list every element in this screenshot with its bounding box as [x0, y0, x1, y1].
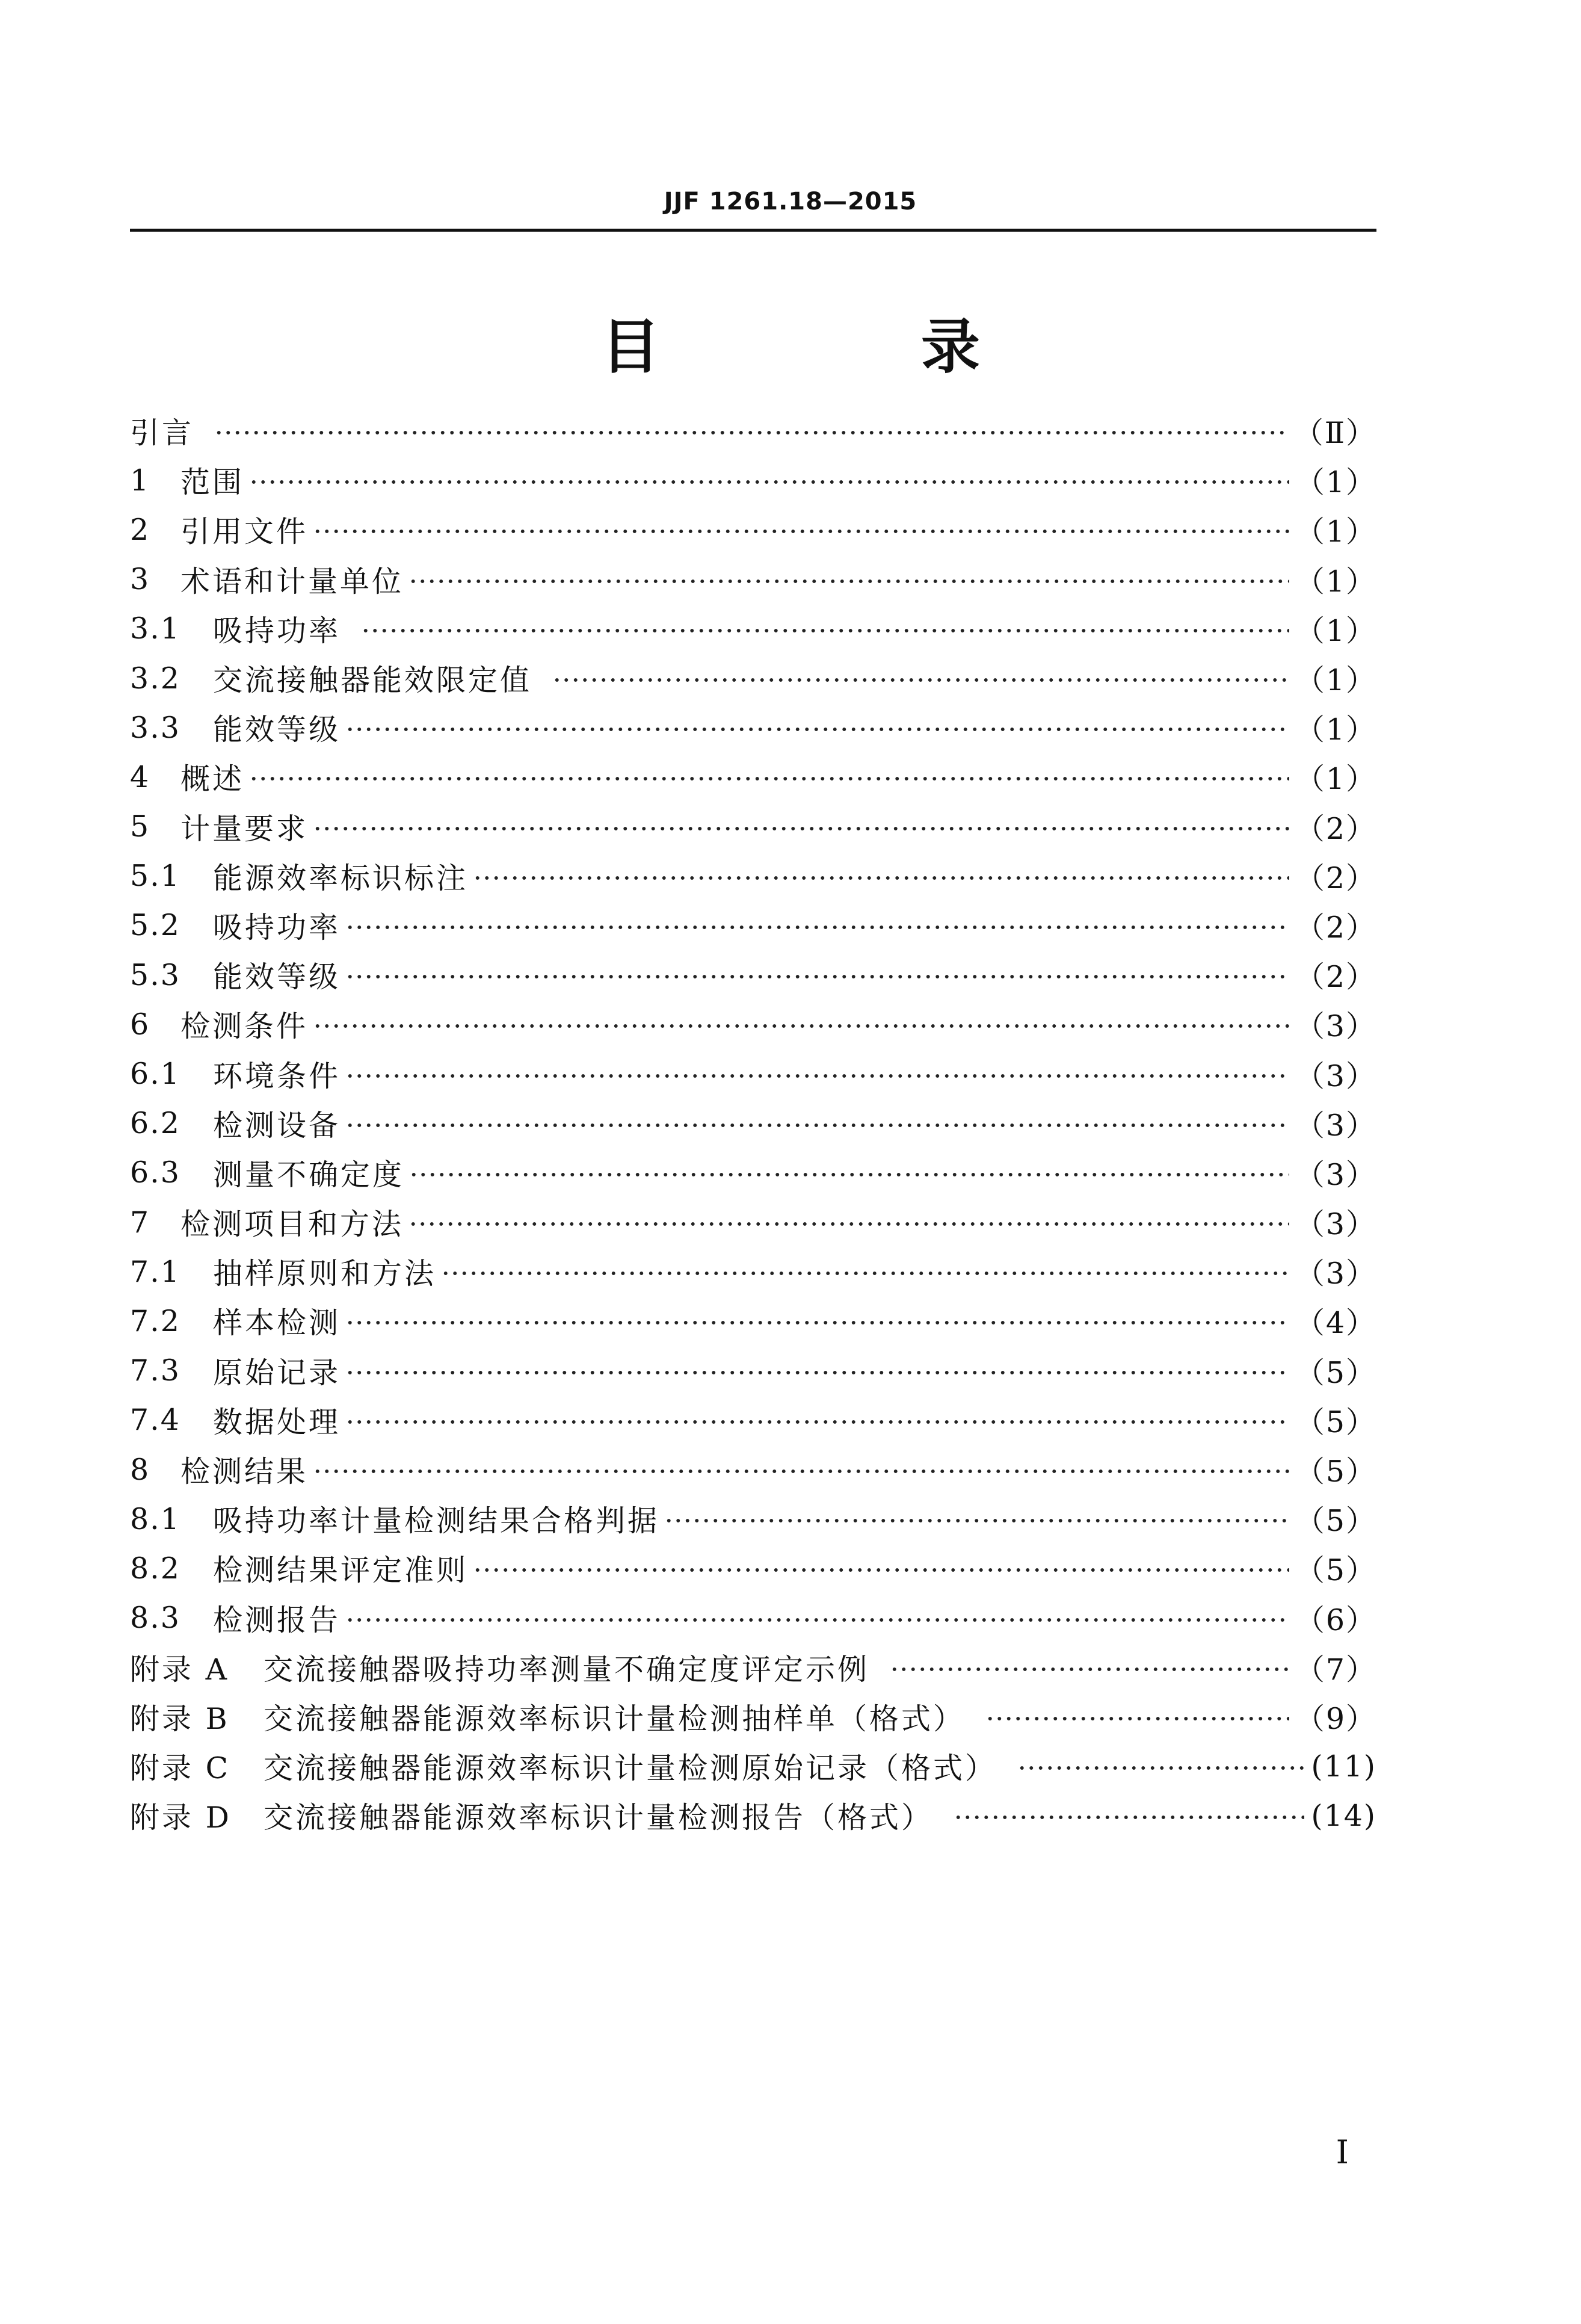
toc-entry-label: 环境条件	[213, 1058, 341, 1093]
dot-leader	[313, 1022, 1289, 1030]
toc-entry-page: （5）	[1295, 1405, 1376, 1439]
toc-entry-label: 检测条件	[180, 1009, 309, 1044]
toc-entry-page: （5）	[1295, 1504, 1376, 1539]
dot-leader	[345, 972, 1289, 981]
toc-entry-number: 3.1	[130, 611, 180, 646]
toc-entry-number: 1	[130, 463, 150, 498]
toc-entry-label: 计量要求	[180, 811, 309, 846]
toc-entry-page: （3）	[1295, 1058, 1376, 1093]
toc-entry[interactable]	[130, 1148, 1376, 1198]
toc-entry[interactable]	[130, 456, 1376, 505]
dot-leader	[664, 1516, 1289, 1525]
toc-entry[interactable]	[130, 505, 1376, 554]
toc-entry-number: 3.2	[130, 661, 180, 696]
toc-entry-page: （9）	[1295, 1701, 1376, 1736]
toc-entry-number: 7.4	[130, 1403, 180, 1438]
toc-entry-label: 概述	[180, 762, 245, 797]
toc-entry-label: 术语和计量单位	[180, 564, 404, 599]
toc-entry[interactable]	[130, 1741, 1376, 1791]
dot-leader	[345, 1318, 1289, 1327]
toc-entry[interactable]	[130, 1593, 1376, 1643]
toc-entry[interactable]	[130, 802, 1376, 851]
dot-leader	[313, 824, 1289, 833]
toc-entry-page: （1）	[1295, 762, 1376, 797]
toc-entry-page: （4）	[1295, 1306, 1376, 1341]
dot-leader	[361, 626, 1289, 635]
toc-entry-label: 引言	[130, 416, 194, 451]
dot-leader	[313, 527, 1289, 536]
toc-entry-page: (14)	[1311, 1798, 1376, 1833]
standard-code-header: JJF 1261.18—2015	[664, 188, 917, 215]
toc-entry-page: （3）	[1295, 1009, 1376, 1044]
toc-entry-label: 吸持功率计量检测结果合格判据	[213, 1504, 660, 1539]
toc-entry-number: 3	[130, 562, 150, 597]
toc-entry-number: 附录 C	[130, 1751, 231, 1786]
toc-entry[interactable]	[130, 1494, 1376, 1544]
toc-entry[interactable]	[130, 555, 1376, 604]
toc-entry-label: 样本检测	[213, 1306, 341, 1341]
toc-entry-label: 交流接触器能源效率标识计量检测原始记录（格式）	[264, 1751, 997, 1786]
dot-leader	[345, 1368, 1289, 1377]
toc-entry-page: （Ⅱ）	[1293, 416, 1376, 451]
toc-entry-label: 交流接触器吸持功率测量不确定度评定示例	[264, 1652, 870, 1687]
toc-entry-label: 交流接触器能源效率标识计量检测抽样单（格式）	[264, 1701, 966, 1736]
toc-entry-page: （3）	[1295, 1207, 1376, 1242]
toc-entry[interactable]	[130, 654, 1376, 703]
toc-entry[interactable]	[130, 1692, 1376, 1741]
toc-entry-number: 7.3	[130, 1353, 180, 1388]
toc-entry-page: （1）	[1295, 712, 1376, 747]
toc-entry[interactable]	[130, 752, 1376, 802]
dot-leader	[985, 1714, 1289, 1723]
dot-leader	[890, 1665, 1289, 1673]
toc-entry-page: （5）	[1295, 1553, 1376, 1588]
toc-entry-label: 测量不确定度	[213, 1157, 405, 1192]
toc-entry-number: 3.3	[130, 710, 180, 745]
toc-entry-number: 附录 D	[130, 1800, 232, 1835]
toc-entry[interactable]	[130, 1643, 1376, 1692]
toc-entry-number: 8.3	[130, 1601, 180, 1636]
toc-entry-page: （1）	[1295, 465, 1376, 500]
toc-entry-page: （2）	[1295, 960, 1376, 995]
page-number: I	[1336, 2133, 1349, 2171]
toc-entry-page: （1）	[1295, 515, 1376, 549]
toc-entry-number: 附录 A	[130, 1652, 229, 1687]
toc-entry-label: 数据处理	[213, 1405, 341, 1439]
toc-entry-number: 8	[130, 1452, 150, 1487]
toc-entry[interactable]	[130, 1445, 1376, 1494]
dot-leader	[249, 478, 1289, 486]
page-title: 目 录	[600, 313, 1081, 382]
toc-entry-number: 2	[130, 512, 150, 547]
toc-entry-label: 检测设备	[213, 1108, 341, 1143]
dot-leader	[249, 774, 1289, 783]
toc-entry-number: 5.3	[130, 957, 180, 992]
toc-entry[interactable]	[130, 950, 1376, 1000]
toc-entry-page: （3）	[1295, 1157, 1376, 1192]
dot-leader	[345, 1072, 1289, 1080]
dot-leader	[1017, 1764, 1304, 1772]
dot-leader	[313, 1467, 1289, 1476]
dot-leader	[345, 1418, 1289, 1426]
toc-entry-number: 8.1	[130, 1501, 180, 1536]
toc-entry-page: （6）	[1295, 1602, 1376, 1637]
toc-entry-label: 吸持功率	[213, 613, 341, 648]
toc-entry[interactable]	[130, 703, 1376, 752]
toc-entry-label: 检测结果评定准则	[213, 1553, 469, 1588]
toc-entry-page: (11)	[1311, 1749, 1376, 1784]
toc-entry-number: 5.1	[130, 859, 180, 894]
dot-leader	[409, 1170, 1289, 1179]
toc-entry[interactable]	[130, 406, 1376, 456]
dot-leader	[345, 1616, 1289, 1624]
dot-leader	[408, 577, 1289, 586]
toc-entry[interactable]	[130, 1296, 1376, 1346]
toc-entry-number: 7.1	[130, 1254, 180, 1289]
toc-entry-label: 检测结果	[180, 1454, 309, 1489]
dot-leader	[473, 1566, 1289, 1574]
toc-entry-number: 5.2	[130, 908, 180, 943]
toc-entry-page: （7）	[1295, 1652, 1376, 1687]
toc-entry-label: 能效等级	[213, 712, 341, 747]
toc-entry-page: （5）	[1295, 1355, 1376, 1390]
toc-entry-label: 检测报告	[213, 1602, 341, 1637]
toc-entry-label: 范围	[180, 465, 245, 500]
toc-entry-number: 7.2	[130, 1303, 180, 1338]
dot-leader	[345, 923, 1289, 932]
toc-entry-number: 6.3	[130, 1155, 180, 1190]
dot-leader	[473, 874, 1289, 882]
toc-entry-page: （2）	[1295, 910, 1376, 945]
toc-entry-number: 4	[130, 759, 150, 794]
toc-entry[interactable]	[130, 1247, 1376, 1296]
toc-entry-label: 能源效率标识标注	[213, 861, 469, 895]
toc-entry-page: （1）	[1295, 663, 1376, 698]
dot-leader	[441, 1269, 1289, 1278]
toc-entry-number: 6.1	[130, 1057, 180, 1092]
toc-entry[interactable]	[130, 901, 1376, 950]
toc-entry-page: （2）	[1295, 861, 1376, 895]
toc-entry-number: 8.2	[130, 1551, 180, 1586]
toc-entry[interactable]	[130, 1544, 1376, 1593]
toc-entry[interactable]	[130, 851, 1376, 901]
toc-entry-page: （2）	[1295, 811, 1376, 846]
toc-entry[interactable]	[130, 1346, 1376, 1395]
toc-entry-number: 附录 B	[130, 1701, 230, 1736]
toc-entry-label: 原始记录	[213, 1355, 341, 1390]
dot-leader	[954, 1813, 1304, 1822]
toc-entry-number: 5	[130, 809, 150, 844]
toc-entry[interactable]	[130, 1395, 1376, 1445]
dot-leader	[345, 725, 1289, 734]
toc-entry-page: （3）	[1295, 1108, 1376, 1143]
toc-entry-label: 抽样原则和方法	[213, 1256, 437, 1291]
dot-leader	[345, 1121, 1289, 1130]
toc-entry[interactable]	[130, 1049, 1376, 1098]
toc-entry-label: 能效等级	[213, 960, 341, 995]
toc-entry-number: 7	[130, 1205, 150, 1240]
toc-entry[interactable]	[130, 604, 1376, 654]
toc-entry-page: （1）	[1295, 613, 1376, 648]
dot-leader	[214, 428, 1288, 437]
toc-entry-label: 交流接触器能源效率标识计量检测报告（格式）	[264, 1800, 934, 1835]
toc-entry[interactable]	[130, 1099, 1376, 1148]
toc-entry-label: 引用文件	[180, 515, 309, 549]
header-rule	[130, 229, 1376, 232]
toc-entry[interactable]	[130, 1000, 1376, 1049]
toc-entry-number: 6.2	[130, 1106, 180, 1141]
dot-leader	[408, 1220, 1289, 1228]
toc-entry-label: 交流接触器能效限定值	[213, 663, 532, 698]
toc-entry[interactable]	[130, 1791, 1376, 1840]
toc-entry-page: （1）	[1295, 564, 1376, 599]
dot-leader	[552, 676, 1289, 684]
toc-entry[interactable]	[130, 1198, 1376, 1247]
toc-entry-page: （5）	[1295, 1454, 1376, 1489]
toc-entry-number: 6	[130, 1007, 150, 1042]
toc-entry-label: 检测项目和方法	[180, 1207, 404, 1242]
toc-entry-label: 吸持功率	[213, 910, 341, 945]
toc-entry-page: （3）	[1295, 1256, 1376, 1291]
table-of-contents	[130, 406, 1376, 1840]
